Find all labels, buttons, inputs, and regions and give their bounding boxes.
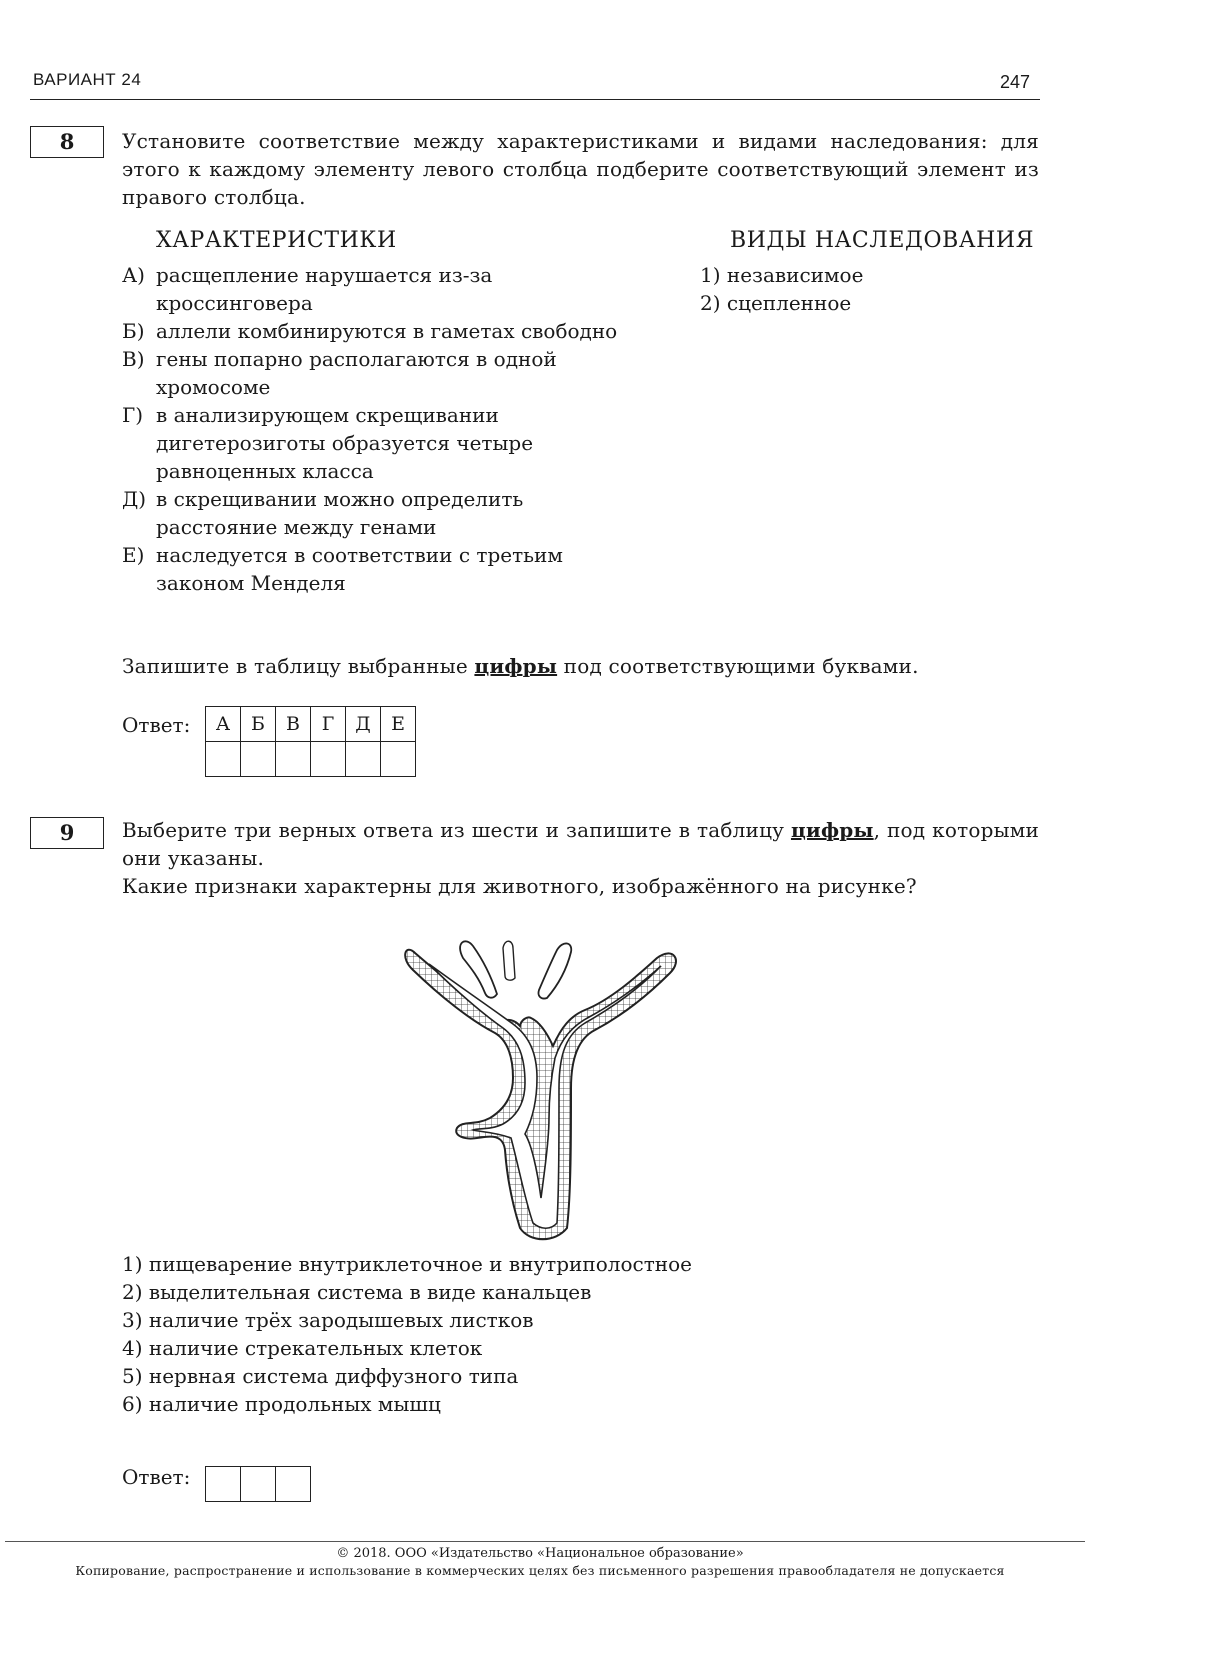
characteristic-item: Б) аллели комбинируются в гаметах свободно xyxy=(122,319,618,343)
inheritance-type-item: 1) независимое xyxy=(700,263,864,287)
option-item: 3) наличие трёх зародышевых листков xyxy=(122,1308,534,1332)
option-item: 4) наличие стрекательных клеток xyxy=(122,1336,483,1360)
answer-letter: В xyxy=(276,707,311,742)
answer-letter: Д xyxy=(346,707,381,742)
q9-answer-table xyxy=(205,1466,311,1502)
footer-divider xyxy=(5,1541,1085,1542)
question-8-prompt: Установите соответствие между характеристиками и видами наследования: для этого к каждому элементу левого столбца подберите соответствующий элемент из правого столбца. xyxy=(122,129,1039,209)
answer-cell[interactable] xyxy=(206,1467,241,1502)
option-item: 6) наличие продольных мышц xyxy=(122,1392,441,1416)
option-item: 1) пищеварение внутриклеточное и внутриполостное xyxy=(122,1252,692,1276)
answer-cell[interactable] xyxy=(276,742,311,777)
answer-letter: Б xyxy=(241,707,276,742)
footer-copyright: © 2018. ООО «Издательство «Национальное образование» xyxy=(336,1546,744,1561)
answer-letter: Г xyxy=(311,707,346,742)
question-8-number: 8 xyxy=(30,126,104,158)
answer-cell[interactable] xyxy=(381,742,416,777)
characteristic-item: Д) в скрещивании можно определить расстояние между генами xyxy=(122,487,524,539)
answer-cell[interactable] xyxy=(346,742,381,777)
answer-cell[interactable] xyxy=(241,742,276,777)
question-9-prompt: Выберите три верных ответа из шести и запишите в таблицу цифры, под которыми они указаны. xyxy=(122,818,1040,870)
option-item: 2) выделительная система в виде канальцев xyxy=(122,1280,592,1304)
hydra-illustration xyxy=(395,938,685,1243)
characteristic-item: Е) наследуется в соответствии с третьим законом Менделя xyxy=(122,543,563,595)
inheritance-type-item: 2) сцепленное xyxy=(700,291,852,315)
characteristics-heading: ХАРАКТЕРИСТИКИ xyxy=(156,228,397,253)
characteristic-item: Г) в анализирующем скрещивании дигетерозиготы образуется четыре равноценных класса xyxy=(122,403,534,483)
header-divider xyxy=(30,99,1040,100)
variant-title: ВАРИАНТ 24 xyxy=(33,70,142,89)
q8-instruction: Запишите в таблицу выбранные цифры под соответствующими буквами. xyxy=(122,654,919,678)
option-item: 5) нервная система диффузного типа xyxy=(122,1364,519,1388)
q9-options-list xyxy=(122,1250,692,1418)
answer-letter: А xyxy=(206,707,241,742)
answer-cell[interactable] xyxy=(241,1467,276,1502)
answer-letter: Е xyxy=(381,707,416,742)
inheritance-types-heading: ВИДЫ НАСЛЕДОВАНИЯ xyxy=(730,228,1035,253)
question-9-number: 9 xyxy=(30,817,104,849)
characteristic-item: А) расщепление нарушается из-за кроссинговера xyxy=(122,263,493,315)
answer-cell[interactable] xyxy=(206,742,241,777)
q9-answer-label: Ответ: xyxy=(122,1465,191,1489)
q8-answer-label: Ответ: xyxy=(122,713,191,737)
characteristics-list xyxy=(122,261,642,597)
characteristic-item: В) гены попарно располагаются в одной хромосоме xyxy=(122,347,557,399)
answer-cell[interactable] xyxy=(276,1467,311,1502)
page-number: 247 xyxy=(1000,72,1031,92)
question-9-question: Какие признаки характерны для животного, изображённого на рисунке? xyxy=(122,874,917,898)
answer-cell[interactable] xyxy=(311,742,346,777)
footer-notice: Копирование, распространение и использование в коммерческих целях без письменного разрешения правообладателя не допускается xyxy=(75,1563,1005,1578)
inheritance-types-list xyxy=(700,261,863,317)
q8-answer-table xyxy=(205,706,416,777)
